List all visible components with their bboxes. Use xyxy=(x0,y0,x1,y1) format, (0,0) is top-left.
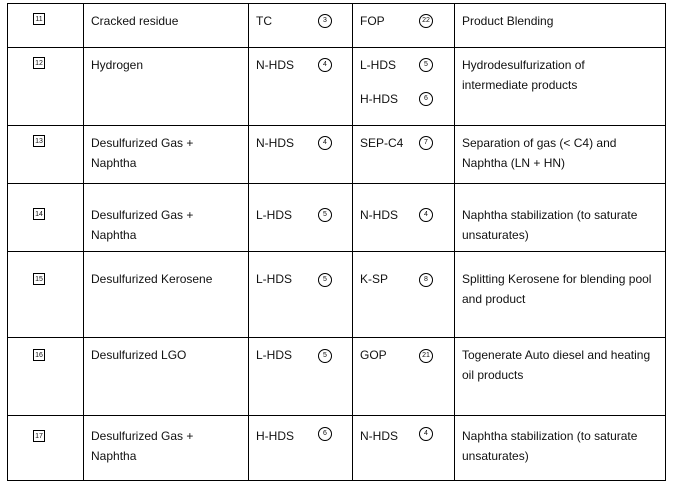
from-unit-number: 5 xyxy=(318,349,332,363)
from-unit-number: 4 xyxy=(318,136,332,150)
from-unit: N-HDS xyxy=(256,58,294,72)
stream-name: Desulfurized LGO xyxy=(91,348,187,362)
stream-name: Desulfurized Kerosene xyxy=(91,272,213,286)
table-row xyxy=(8,416,665,480)
to-unit: K-SP xyxy=(360,272,389,286)
from-unit-number: 4 xyxy=(318,58,332,72)
from-unit: H-HDS xyxy=(256,429,294,443)
row-number: 14 xyxy=(33,208,45,220)
purpose: Naphtha stabilization (to saturate unsaturates) xyxy=(462,208,638,242)
stream-name: Cracked residue xyxy=(91,14,179,28)
row-number: 17 xyxy=(33,430,45,442)
to-unit-number: 7 xyxy=(419,136,433,150)
row-number: 16 xyxy=(33,349,45,361)
to-unit-number: 4 xyxy=(419,427,433,441)
to-unit-number: 4 xyxy=(419,208,433,222)
from-unit-number: 5 xyxy=(318,273,332,287)
table-row xyxy=(8,4,665,48)
purpose: Hydrodesulfurization of intermediate products xyxy=(462,58,585,92)
stream-name: Desulfurized Gas + Naphtha xyxy=(91,208,194,242)
from-unit: L-HDS xyxy=(256,272,293,286)
row-number: 13 xyxy=(33,135,45,147)
to-unit: N-HDS xyxy=(360,429,398,443)
from-unit: N-HDS xyxy=(256,136,294,150)
to-unit: N-HDS xyxy=(360,208,398,222)
to-unit: L-HDS xyxy=(360,58,397,72)
row-number: 11 xyxy=(33,13,45,25)
to-unit: FOP xyxy=(360,14,385,28)
from-unit-number: 3 xyxy=(318,14,332,28)
from-unit: L-HDS xyxy=(256,348,293,362)
to-unit: GOP xyxy=(360,348,387,362)
to-unit-number: 8 xyxy=(419,273,433,287)
from-unit: L-HDS xyxy=(256,208,293,222)
row-number: 15 xyxy=(33,273,45,285)
from-unit-number: 6 xyxy=(318,427,332,441)
table-row xyxy=(8,252,665,338)
purpose: Separation of gas (< C4) and Naphtha (LN + HN) xyxy=(462,136,617,170)
purpose: Product Blending xyxy=(462,14,554,28)
stream-name: Desulfurized Gas + Naphtha xyxy=(91,429,194,463)
stream-name: Desulfurized Gas + Naphtha xyxy=(91,136,194,170)
to-unit-2: H-HDS xyxy=(360,92,398,106)
purpose: Naphtha stabilization (to saturate unsaturates) xyxy=(462,429,638,463)
table-row xyxy=(8,48,665,126)
table-row xyxy=(8,184,665,252)
stream-table xyxy=(7,3,666,481)
stream-name: Hydrogen xyxy=(91,58,144,72)
to-unit: SEP-C4 xyxy=(360,136,404,150)
from-unit: TC xyxy=(256,14,272,28)
to-unit-number: 21 xyxy=(419,349,433,363)
to-unit-2-number: 6 xyxy=(419,92,433,106)
row-number: 12 xyxy=(33,57,45,69)
purpose: Splitting Kerosene for blending pool and product xyxy=(462,272,652,306)
to-unit-number: 22 xyxy=(419,14,433,28)
table-row xyxy=(8,338,665,416)
to-unit-number: 5 xyxy=(419,58,433,72)
table-row xyxy=(8,126,665,184)
from-unit-number: 5 xyxy=(318,208,332,222)
purpose: Togenerate Auto diesel and heating oil products xyxy=(462,348,651,382)
